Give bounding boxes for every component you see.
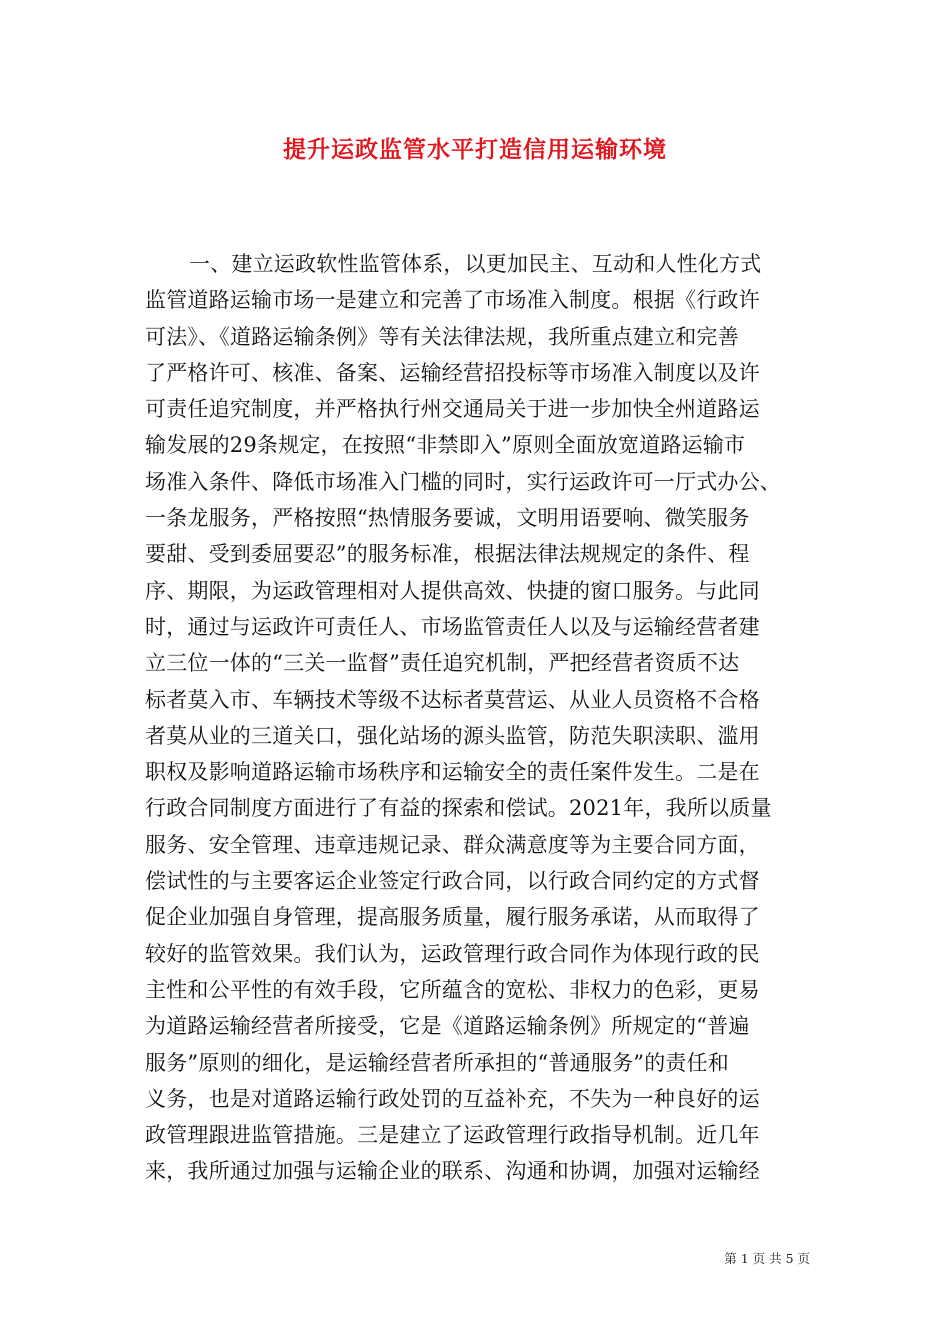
paragraph-line: 偿试性的与主要客运企业签定行政合同，以行政合同约定的方式督 [145, 869, 760, 894]
body-paragraph [145, 246, 810, 1190]
paragraph-line: 一条龙服务，严格按照“热情服务要诚，文明用语要响、微笑服务 [145, 506, 750, 531]
paragraph-line: 行政合同制度方面进行了有益的探索和偿试。2021年，我所以质量 [145, 796, 772, 821]
paragraph-line: 输发展的29条规定，在按照“非禁即入”原则全面放宽道路运输市 [145, 433, 746, 458]
page-number: 第 1 页 共 5 页 [724, 1251, 810, 1266]
document-title: 提升运政监管水平打造信用运输环境 [283, 136, 667, 163]
paragraph-line: 职权及影响道路运输市场秩序和运输安全的责任案件发生。二是在 [145, 760, 760, 785]
paragraph-line: 序、期限，为运政管理相对人提供高效、快捷的窗口服务。与此同 [145, 578, 760, 603]
paragraph-line: 政管理跟进监管措施。三是建立了运政管理行政指导机制。近几年 [145, 1123, 760, 1148]
paragraph-line: 监管道路运输市场一是建立和完善了市场准入制度。根据《行政许 [145, 288, 760, 313]
paragraph-line: 服务、安全管理、违章违规记录、群众满意度等为主要合同方面， [145, 832, 760, 857]
paragraph-line: 主性和公平性的有效手段，它所蕴含的宽松、非权力的色彩，更易 [145, 977, 760, 1002]
paragraph-line: 标者莫入市、车辆技术等级不达标者莫营运、从业人员资格不合格 [145, 687, 760, 712]
paragraph-line: 要甜、受到委屈要忍”的服务标准，根据法律法规规定的条件、程 [145, 542, 750, 567]
paragraph-line: 义务，也是对道路运输行政处罚的互益补充，不失为一种良好的运 [145, 1086, 760, 1111]
paragraph-line: 促企业加强自身管理，提高服务质量，履行服务承诺，从而取得了 [145, 905, 760, 930]
paragraph-line: 较好的监管效果。我们认为，运政管理行政合同作为体现行政的民 [145, 941, 760, 966]
paragraph-line: 了严格许可、核准、备案、运输经营招投标等市场准入制度以及许 [145, 360, 760, 385]
paragraph-line: 来，我所通过加强与运输企业的联系、沟通和协调，加强对运输经 [145, 1159, 760, 1184]
paragraph-line: 为道路运输经营者所接受，它是《道路运输条例》所规定的“普遍 [145, 1014, 750, 1039]
paragraph-line: 场准入条件、降低市场准入门槛的同时，实行运政许可一厅式办公、 [145, 469, 781, 494]
paragraph-line: 者莫从业的三道关口，强化站场的源头监管，防范失职渎职、滥用 [145, 723, 760, 748]
paragraph-line: 一、建立运政软性监管体系，以更加民主、互动和人性化方式 [189, 252, 762, 276]
paragraph-line: 可法》、《道路运输条例》等有关法律法规，我所重点建立和完善 [145, 324, 739, 349]
paragraph-line: 服务”原则的细化，是运输经营者所承担的“普通服务”的责任和 [145, 1050, 730, 1075]
paragraph-line: 时，通过与运政许可责任人、市场监管责任人以及与运输经营者建 [145, 614, 760, 639]
paragraph-line: 可责任追究制度，并严格执行州交通局关于进一步加快全州道路运 [145, 397, 760, 422]
paragraph-line: 立三位一体的“三关一监督”责任追究机制，严把经营者资质不达 [145, 651, 740, 676]
